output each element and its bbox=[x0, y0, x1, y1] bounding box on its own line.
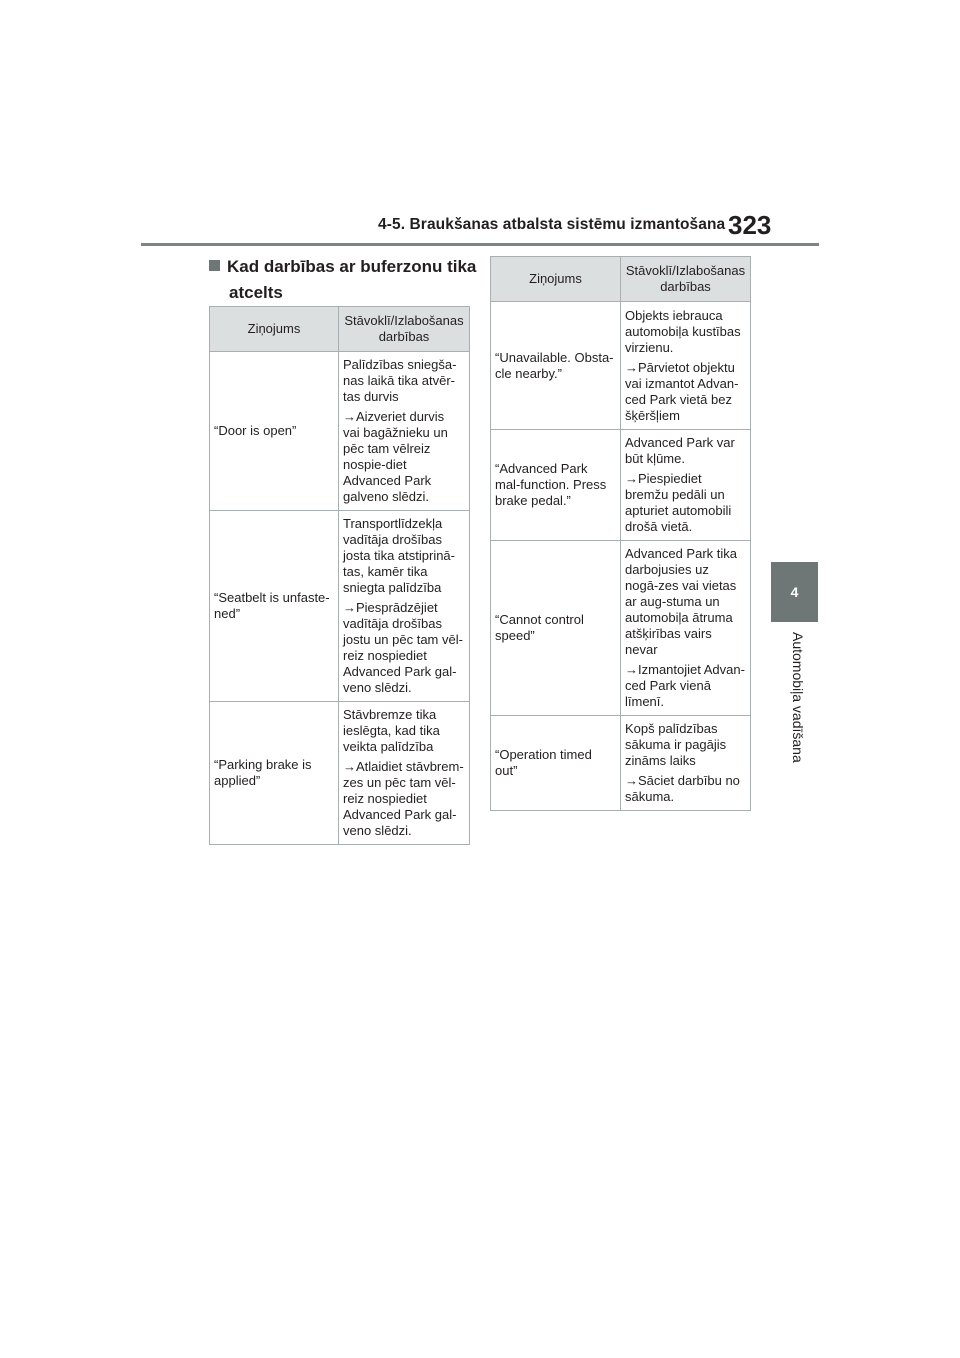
state-cell bbox=[339, 511, 470, 702]
state-text: Advanced Park tika darbojusies uz nogā-zes vai vietas ar aug-stuma un automobiļa ātruma atšķirības vairs nevar bbox=[625, 546, 738, 657]
table-row bbox=[210, 511, 470, 702]
action-text: →Piesprādzējiet vadītāja drošības jostu un pēc tam vēl-reiz nospiediet Advanced Park gal-veno slēdzi. bbox=[343, 600, 463, 695]
table-header-row bbox=[491, 257, 751, 302]
chapter-number: 4 bbox=[790, 584, 799, 600]
message-cell: “Cannot control speed” bbox=[491, 541, 621, 716]
state-cell bbox=[339, 352, 470, 511]
message-cell: “Seatbelt is unfaste-ned” bbox=[210, 511, 339, 702]
table-row bbox=[491, 716, 751, 811]
table-row bbox=[491, 541, 751, 716]
action-text: →Aizveriet durvis vai bagāžnieku un pēc tam vēlreiz nospie-diet Advanced Park galveno slēdzi. bbox=[343, 409, 448, 504]
message-cell: “Parking brake is applied” bbox=[210, 702, 339, 845]
chapter-tab bbox=[771, 562, 818, 622]
header-message: Ziņojums bbox=[491, 257, 621, 302]
state-text: Palīdzības sniegša-nas laikā tika atvēr-tas durvis bbox=[343, 357, 457, 404]
table-row bbox=[210, 352, 470, 511]
section-heading-line1: Kad darbības ar buferzonu tika bbox=[227, 257, 477, 276]
header-state: Stāvoklī/Izlabošanas darbības bbox=[339, 307, 470, 352]
state-text: Kopš palīdzības sākuma ir pagājis zināms laiks bbox=[625, 721, 727, 768]
state-cell bbox=[621, 541, 751, 716]
arrow-icon: → bbox=[625, 359, 638, 375]
arrow-icon: → bbox=[343, 409, 356, 424]
table-row bbox=[210, 702, 470, 845]
state-text: Transportlīdzekļa vadītāja drošības josta tika atstiprinā-tas, kamēr tika sniegta palīdzība bbox=[343, 516, 455, 595]
state-text: Objekts iebrauca automobiļa kustības virzienu. bbox=[625, 307, 741, 355]
section-header-title: 4-5. Braukšanas atbalsta sistēmu izmantošana bbox=[378, 216, 726, 233]
messages-table-right bbox=[490, 256, 751, 811]
square-bullet-icon bbox=[209, 260, 220, 271]
action-text: →Atlaidiet stāvbrem-zes un pēc tam vēl-reiz nospiediet Advanced Park gal-veno slēdzi. bbox=[343, 759, 464, 838]
state-text: Advanced Park var būt kļūme. bbox=[625, 435, 735, 466]
action-text: →Izmantojiet Advan-ced Park vienā līmenī. bbox=[625, 662, 745, 709]
state-cell bbox=[621, 302, 751, 430]
section-heading bbox=[209, 254, 479, 306]
page-number: 323 bbox=[728, 210, 772, 240]
message-cell: “Operation timed out” bbox=[491, 716, 621, 811]
action-text: →Sāciet darbību no sākuma. bbox=[625, 773, 740, 804]
state-text: Stāvbremze tika ieslēgta, kad tika veikta palīdzība bbox=[343, 707, 440, 754]
table-row bbox=[491, 302, 751, 430]
section-heading-line2: atcelts bbox=[229, 283, 283, 302]
header-message: Ziņojums bbox=[210, 307, 339, 352]
action-text: →Piespiediet bremžu pedāli un apturiet automobili drošā vietā. bbox=[625, 471, 732, 534]
table-header-row bbox=[210, 307, 470, 352]
arrow-icon: → bbox=[343, 759, 356, 774]
message-cell: “Door is open” bbox=[210, 352, 339, 511]
header-state: Stāvoklī/Izlabošanas darbības bbox=[621, 257, 751, 302]
chapter-label: Automobiļa vadīšana bbox=[790, 632, 806, 763]
action-text: →Pārvietot objektu vai izmantot Advan-ced Park vietā bez šķēršļiem bbox=[625, 359, 739, 423]
state-cell bbox=[621, 430, 751, 541]
message-cell: “Unavailable. Obsta-cle nearby.” bbox=[491, 302, 621, 430]
message-cell: “Advanced Park mal-function. Press brake pedal.” bbox=[491, 430, 621, 541]
arrow-icon: → bbox=[625, 471, 638, 486]
messages-table-left bbox=[209, 306, 470, 845]
arrow-icon: → bbox=[343, 600, 356, 615]
state-cell bbox=[339, 702, 470, 845]
header-divider bbox=[141, 243, 819, 246]
arrow-icon: → bbox=[625, 773, 638, 788]
arrow-icon: → bbox=[625, 662, 638, 677]
state-cell bbox=[621, 716, 751, 811]
table-row bbox=[491, 430, 751, 541]
